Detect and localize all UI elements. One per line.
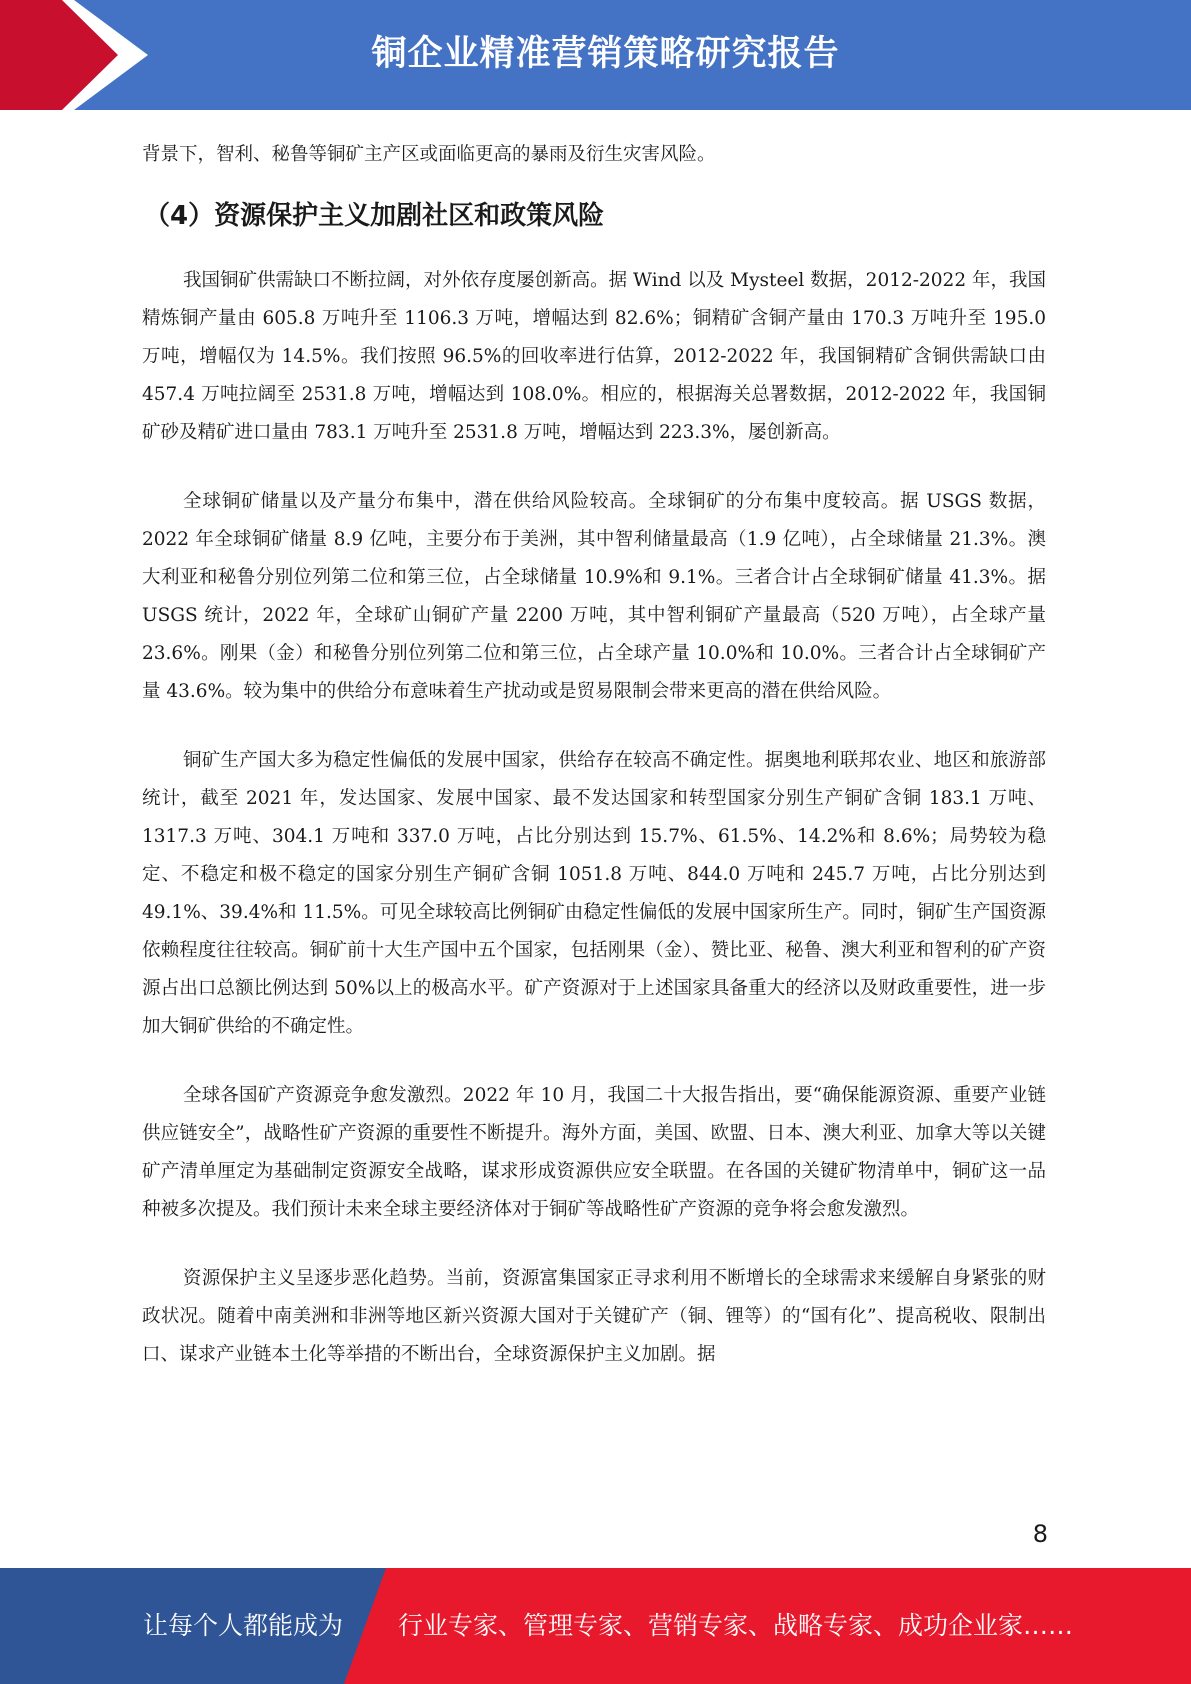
continued-paragraph: 背景下，智利、秘鲁等铜矿主产区或面临更高的暴雨及衍生灾害风险。 (142, 144, 716, 165)
section-heading: （4）资源保护主义加剧社区和政策风险 (144, 201, 605, 231)
report-title: 铜企业精准营销策略研究报告 (371, 34, 840, 74)
paragraph-3: 铜矿生产国大多为稳定性偏低的发展中国家，供给存在较高不确定性。据奥地利联邦农业、地区和旅游部统计，截至 2021 年，发达国家、发展中国家、最不发达国家和转型国家分别生产铜矿含铜 183.1 万吨、1317.3 万吨、304.1 万吨和 337.0 万吨，占比分别达到 15.7%、61.5%、14.2%和 8.6%；局势较为稳定、不稳定和极不稳定的国家分别生产铜矿含铜 1051.8 万吨、844.0 万吨和 245.7 万吨，占比分别达到 49.1%、39.4%和 11.5%。可见全球较高比例铜矿由稳定性偏低的发展中国家所生产。同时，铜矿生产国资源依赖程度往往较高。铜矿前十大生产国中五个国家，包括刚果（金）、赞比亚、秘鲁、澳大利亚和智利的矿产资源占出口总额比例达到 50%以上的极高水平。矿产资源对于上述国家具备重大的经济以及财政重要性，进一步加大铜矿供给的不确定性。 (142, 750, 1046, 1037)
page-number: 8 (1032, 1520, 1048, 1548)
page-footer (0, 1568, 1191, 1684)
paragraph-4: 全球各国矿产资源竞争愈发激烈。2022 年 10 月，我国二十大报告指出，要“确保能源资源、重要产业链供应链安全”，战略性矿产资源的重要性不断提升。海外方面，美国、欧盟、日本、澳大利亚、加拿大等以关键矿产清单厘定为基础制定资源安全战略，谋求形成资源供应安全联盟。在各国的关键矿物清单中，铜矿这一品种被多次提及。我们预计未来全球主要经济体对于铜矿等战略性矿产资源的竞争将会愈发激烈。 (142, 1085, 1046, 1220)
footer-slogan-roles: 行业专家、管理专家、营销专家、战略专家、成功企业家…… (398, 1611, 1074, 1640)
paragraph-5: 资源保护主义呈逐步恶化趋势。当前，资源富集国家正寻求利用不断增长的全球需求来缓解自身紧张的财政状况。随着中南美洲和非洲等地区新兴资源大国对于关键矿产（铜、锂等）的“国有化”、提高税收、限制出口、谋求产业链本土化等举措的不断出台，全球资源保护主义加剧。据 (142, 1268, 1046, 1365)
footer-slogan-lead: 让每个人都能成为 (143, 1611, 344, 1640)
paragraph-1: 我国铜矿供需缺口不断拉阔，对外依存度屡创新高。据 Wind 以及 Mysteel 数据，2012-2022 年，我国精炼铜产量由 605.8 万吨升至 1106.3 万吨，增幅达到 82.6%；铜精矿含铜产量由 170.3 万吨升至 195.0 万吨，增幅仅为 14.5%。我们按照 96.5%的回收率进行估算，2012-2022 年，我国铜精矿含铜供需缺口由 457.4 万吨拉阔至 2531.8 万吨，增幅达到 108.0%。相应的，根据海关总署数据，2012-2022 年，我国铜矿砂及精矿进口量由 783.1 万吨升至 2531.8 万吨，增幅达到 223.3%，屡创新高。 (142, 270, 1046, 443)
page-body (142, 136, 1046, 1374)
paragraph-2: 全球铜矿储量以及产量分布集中，潜在供给风险较高。全球铜矿的分布集中度较高。据 USGS 数据，2022 年全球铜矿储量 8.9 亿吨，主要分布于美洲，其中智利储量最高（1.9 亿吨），占全球储量 21.3%。澳大利亚和秘鲁分别位列第二位和第三位，占全球储量 10.9%和 9.1%。三者合计占全球铜矿储量 41.3%。据 USGS 统计，2022 年，全球矿山铜矿产量 2200 万吨，其中智利铜矿产量最高（520 万吨），占全球产量 23.6%。刚果（金）和秘鲁分别位列第二位和第三位，占全球产量 10.0%和 10.0%。三者合计占全球铜矿产量 43.6%。较为集中的供给分布意味着生产扰动或是贸易限制会带来更高的潜在供给风险。 (142, 491, 1046, 702)
page-header (0, 0, 1191, 110)
